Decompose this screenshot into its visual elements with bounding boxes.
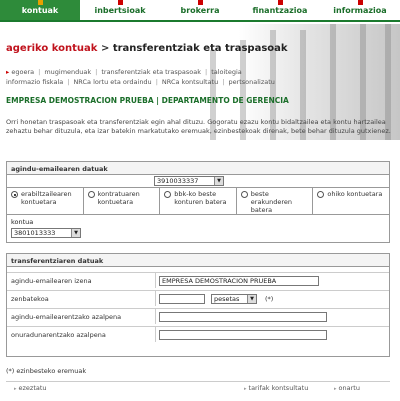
receiver-desc-input[interactable] — [159, 330, 327, 340]
destination-type-radios — [7, 187, 389, 215]
accept-button[interactable]: ▸ onartu — [334, 384, 360, 392]
sender-desc-row — [7, 308, 389, 324]
radio-icon — [317, 191, 324, 198]
name-label: agindu-emailearen izena — [11, 277, 92, 285]
radio-beste-erakunde[interactable]: beste erakunderen batera — [237, 188, 314, 214]
destination-account-select[interactable]: 3801013333 ▼ — [11, 228, 81, 238]
footer-actions — [6, 381, 390, 395]
radio-kontratuaren[interactable]: kontratuaren kontuetara — [84, 188, 161, 214]
sub-navigation: ▸ egoera | mugimenduak | transferentziak eta traspasoak | taloitegia informazio fiskala | NRCa lortu eta ordaindu | NRCa kontsultatu | pertsonalizatu — [6, 68, 275, 86]
origin-account-select[interactable]: 3910033337 ▼ — [154, 176, 224, 186]
radio-icon — [164, 191, 171, 198]
amount-label: zenbatekoa — [11, 295, 49, 303]
tab-brokerra[interactable]: brokerra — [160, 0, 240, 20]
link-nrca-kontsultatu[interactable]: NRCa kontsultatu — [161, 78, 219, 86]
currency-select[interactable]: pesetas ▼ — [211, 294, 257, 304]
rates-button[interactable]: ▸ tarifak kontsultatu — [244, 384, 309, 392]
top-navigation — [0, 0, 400, 22]
link-mugimenduak[interactable]: mugimenduak — [44, 68, 92, 76]
link-taloitegia[interactable]: taloitegia — [211, 68, 242, 76]
arrow-icon: ▸ — [6, 68, 10, 76]
amount-row — [7, 290, 389, 306]
receiver-desc-label: onuradunarentzako azalpena — [11, 331, 106, 339]
tab-finantzazioa[interactable]: finantzazioa — [240, 0, 320, 20]
breadcrumb-current: transferentziak eta traspasoak — [112, 43, 288, 54]
radio-icon — [241, 191, 248, 198]
required-mark: (*) — [265, 295, 274, 303]
breadcrumb — [6, 43, 288, 54]
breadcrumb-parent[interactable]: ageriko kontuak — [6, 43, 98, 54]
breadcrumb-separator: > — [100, 43, 110, 54]
radio-ohiko[interactable]: ohiko kontuetara — [313, 188, 389, 214]
intro-text: Orri honetan traspasoak eta transferentziak egin ahal dituzu. Gogoratu ezazu kontu bidaltzailea eta kontu hartzailea zehaztu behar dituzula, eta izar batekin markatutako eremuak, ezinbestekoak direnak, bete behar dituzula gutxienez. — [6, 118, 391, 135]
receiver-desc-row — [7, 326, 389, 342]
radio-bbk[interactable]: bbk-ko beste konturen batera — [160, 188, 237, 214]
section-header: transferentziaren datuak — [7, 254, 389, 267]
arrow-icon: ▸ — [334, 386, 337, 392]
link-egoera[interactable]: egoera — [11, 68, 35, 76]
sender-desc-input[interactable] — [159, 312, 327, 322]
link-transferentziak[interactable]: transferentziak eta traspasoak — [101, 68, 201, 76]
radio-icon — [88, 191, 95, 198]
sender-data-section — [6, 161, 390, 243]
name-input[interactable]: EMPRESA DEMOSTRACION PRUEBA — [159, 276, 319, 286]
kontua-label: kontua — [11, 218, 34, 226]
chevron-down-icon: ▼ — [247, 295, 256, 303]
arrow-icon: ▸ — [244, 386, 247, 392]
arrow-icon: ▸ — [14, 386, 17, 392]
transfer-data-section — [6, 253, 390, 357]
tab-marker-icon — [358, 0, 363, 5]
link-pertsonalizatu[interactable]: pertsonalizatu — [228, 78, 275, 86]
cancel-button[interactable]: ▸ ezeztatu — [14, 384, 47, 392]
tab-kontuak[interactable]: kontuak — [0, 0, 80, 20]
link-informazio-fiskala[interactable]: informazio fiskala — [6, 78, 64, 86]
tab-marker-icon — [278, 0, 283, 5]
tab-marker-icon — [198, 0, 203, 5]
required-note: (*) ezinbesteko eremuak — [6, 367, 87, 375]
tab-inbertsioak[interactable]: inbertsioak — [80, 0, 160, 20]
section-header: agindu-emailearen datuak — [7, 162, 389, 175]
tab-marker-icon — [38, 0, 43, 5]
radio-erabiltzailearen[interactable]: erabiltzailearen kontuetara — [7, 188, 84, 214]
tab-informazioa[interactable]: informazioa — [320, 0, 400, 20]
company-title: EMPRESA DEMOSTRACION PRUEBA | DEPARTAMENTO DE GERENCIA — [6, 96, 289, 105]
name-row — [7, 272, 389, 288]
radio-checked-icon — [11, 191, 18, 198]
tab-marker-icon — [118, 0, 123, 5]
chevron-down-icon: ▼ — [214, 177, 223, 185]
sender-desc-label: agindu-emailearentzako azalpena — [11, 313, 122, 321]
chevron-down-icon: ▼ — [71, 229, 80, 237]
amount-input[interactable] — [159, 294, 205, 304]
link-nrca-lortu[interactable]: NRCa lortu eta ordaindu — [73, 78, 152, 86]
